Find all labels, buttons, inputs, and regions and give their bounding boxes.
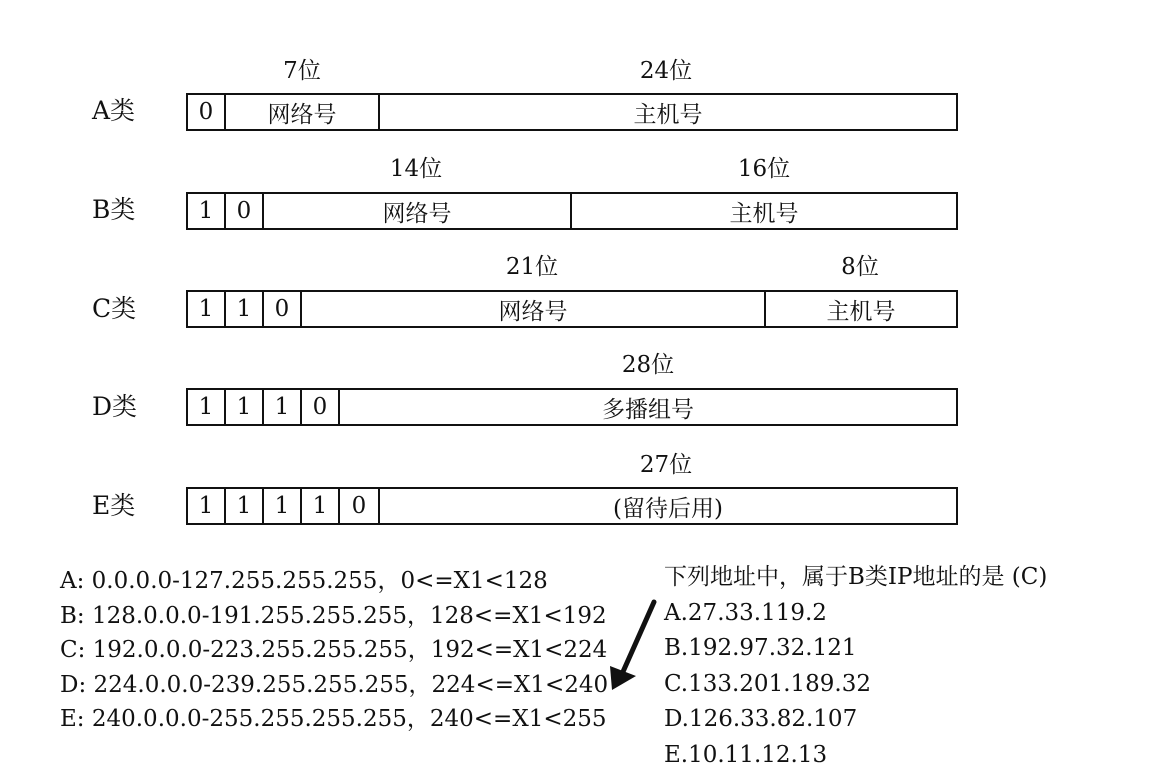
class-c-host-bits: 8位 <box>841 252 879 282</box>
arrow-down-left-icon <box>608 598 664 702</box>
class-a-host-field: 主机号 <box>380 95 956 129</box>
option-c: C.133.201.189.32 <box>664 667 1047 703</box>
class-e-bit-1: 1 <box>188 489 226 523</box>
class-d-multicast-field: 多播组号 <box>340 390 956 424</box>
class-a-address-format <box>186 93 958 131</box>
class-c-network-field: 网络号 <box>302 292 766 326</box>
class-a-host-bits: 24位 <box>640 56 692 86</box>
class-a-network-field: 网络号 <box>226 95 380 129</box>
class-c-bit-1: 1 <box>188 292 226 326</box>
option-e: E.10.11.12.13 <box>664 738 1047 773</box>
class-e-bit-2: 1 <box>226 489 264 523</box>
class-b-address-format <box>186 192 958 230</box>
class-b-row <box>0 154 1163 234</box>
class-a-leading-bit: 0 <box>188 95 226 129</box>
class-e-address-format <box>186 487 958 525</box>
class-e-reserved-bits: 27位 <box>640 450 692 480</box>
class-b-host-field: 主机号 <box>572 194 956 228</box>
class-d-address-format <box>186 388 958 426</box>
class-d-row <box>0 350 1163 430</box>
quiz-question <box>664 560 1047 773</box>
class-b-network-bits: 14位 <box>390 154 442 184</box>
class-a-label: A类 <box>92 92 162 130</box>
class-e-bit-4: 1 <box>302 489 340 523</box>
class-e-label: E类 <box>92 487 162 525</box>
class-d-bit-1: 1 <box>188 390 226 424</box>
range-class-a: A: 0.0.0.0-127.255.255.255，0<=X1<128 <box>60 564 608 599</box>
range-class-d: D: 224.0.0.0-239.255.255.255，224<=X1<240 <box>60 668 608 703</box>
option-b: B.192.97.32.121 <box>664 631 1047 667</box>
class-d-bit-2: 1 <box>226 390 264 424</box>
option-d: D.126.33.82.107 <box>664 702 1047 738</box>
class-c-row <box>0 252 1163 332</box>
class-c-network-bits: 21位 <box>506 252 558 282</box>
class-d-bit-3: 1 <box>264 390 302 424</box>
range-class-b: B: 128.0.0.0-191.255.255.255，128<=X1<192 <box>60 599 608 634</box>
class-c-label: C类 <box>92 290 162 328</box>
class-b-bit-1: 1 <box>188 194 226 228</box>
option-a: A.27.33.119.2 <box>664 596 1047 632</box>
class-e-bit-3: 1 <box>264 489 302 523</box>
class-d-group-bits: 28位 <box>622 350 674 380</box>
class-a-row <box>0 56 1163 136</box>
class-e-row <box>0 450 1163 530</box>
class-c-address-format <box>186 290 958 328</box>
class-b-bit-2: 0 <box>226 194 264 228</box>
class-d-label: D类 <box>92 388 162 426</box>
class-b-host-bits: 16位 <box>738 154 790 184</box>
class-c-host-field: 主机号 <box>766 292 956 326</box>
class-c-bit-2: 1 <box>226 292 264 326</box>
address-range-list <box>60 564 608 737</box>
class-e-reserved-field: (留待后用) <box>380 489 956 523</box>
range-class-c: C: 192.0.0.0-223.255.255.255，192<=X1<224 <box>60 633 608 668</box>
class-b-label: B类 <box>92 191 162 229</box>
question-title: 下列地址中，属于B类IP地址的是 (C) <box>664 560 1047 596</box>
class-d-bit-4: 0 <box>302 390 340 424</box>
class-c-bit-3: 0 <box>264 292 302 326</box>
class-a-network-bits: 7位 <box>283 56 321 86</box>
class-b-network-field: 网络号 <box>264 194 572 228</box>
range-class-e: E: 240.0.0.0-255.255.255.255，240<=X1<255 <box>60 702 608 737</box>
class-e-bit-5: 0 <box>340 489 380 523</box>
